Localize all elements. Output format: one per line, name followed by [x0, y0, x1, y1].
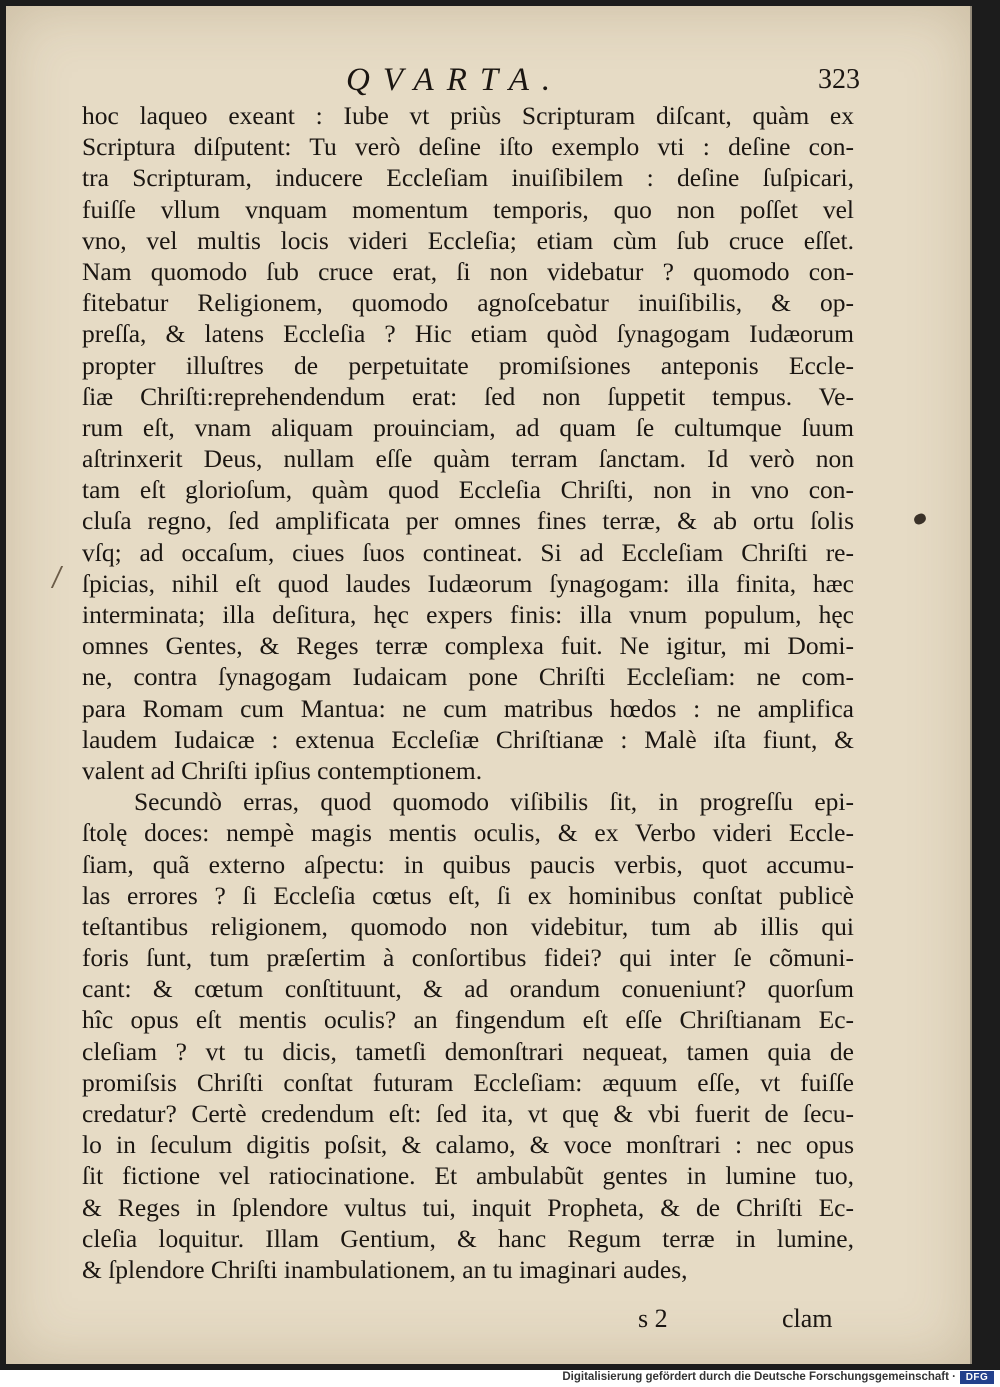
text-line: ſpicias, nihil eſt quod laudes Iudæorum ſynagogam: illa finita, hæc	[82, 568, 854, 598]
text-line: & ſplendore Chriſti inambulationem, an tu imaginari audes,	[82, 1254, 688, 1284]
credit-text: Digitalisierung gefördert durch die Deutsche Forschungsgemeinschaft ·	[562, 1371, 956, 1383]
text-line: tam eſt glorioſum, quàm quod Eccleſia Chriſti, non in vno con-	[82, 475, 854, 505]
text-line: promiſsis Chriſti conſtat futuram Eccleſiam: æquum eſſe, vt fuiſſe	[82, 1067, 854, 1097]
text-line: laudem Iudaicæ : extenua Eccleſiæ Chriſtianæ : Malè iſta fiunt, &	[82, 724, 854, 754]
text-line: omnes Gentes, & Reges terræ complexa fuit. Ne igitur, mi Domi-	[82, 631, 854, 661]
text-line: ne, contra ſynagogam Iudaicam pone Chriſti Eccleſiam: ne com-	[82, 662, 854, 692]
text-line: las errores ? ſi Eccleſia cœtus eſt, ſi ex hominibus conſtat publicè	[82, 880, 854, 910]
text-line: propter illuſtres de perpetuitate promiſsiones anteponis Eccle-	[82, 350, 854, 380]
text-line: ſtolę doces: nempè magis mentis oculis, & ex Verbo videri Eccle-	[82, 818, 854, 848]
text-line: Nam quomodo ſub cruce erat, ſi non videbatur ? quomodo con-	[82, 256, 854, 286]
text-line: fuiſſe vllum vnquam momentum temporis, quo non poſſet vel	[82, 194, 854, 224]
text-line: & Reges in ſplendore vultus tui, inquit Propheta, & de Chriſti Ec-	[82, 1192, 854, 1222]
text-line: foris ſunt, tum præſertim à conſortibus fidei? qui inter ſe cõmuni-	[82, 943, 854, 973]
text-line: cleſiam ? vt tu dicis, tametſi demonſtrari nequeat, tamen quia de	[82, 1036, 854, 1066]
text-line: teſtantibus religionem, quomodo non videbitur, tum ab illis qui	[82, 911, 854, 941]
text-line: valent ad Chriſti ipſius contemptionem.	[82, 755, 483, 785]
book-page	[6, 6, 970, 1364]
page-number: 323	[818, 64, 860, 95]
text-line: rum eſt, vnam aliquam prouinciam, ad quam ſe cultumque ſuum	[82, 412, 854, 442]
text-line: cant: & cœtum conſtituunt, & ad orandum conueniunt? quorſum	[82, 974, 854, 1004]
text-line: credatur? Certè credendum eſt: ſed ita, vt quę & vbi fuerit de ſecu-	[82, 1099, 854, 1128]
body-text	[82, 100, 854, 1285]
text-line: ſiæ Chriſti:reprehendendum erat: ſed non ſuppetit tempus. Ve-	[82, 381, 854, 411]
text-line: ſiam, quã externo aſpectu: in quibus paucis verbis, quot accumu-	[82, 849, 854, 879]
text-line: vno, vel multis locis videri Eccleſia; etiam cùm ſub cruce eſſet.	[82, 225, 854, 255]
margin-mark	[51, 566, 79, 588]
text-line: ſit fictione vel ratiocinatione. Et ambulabũt gentes in lumine tuo,	[82, 1161, 854, 1191]
credit-bar	[0, 1370, 1000, 1387]
text-line: Scriptura diſputent: Tu verò deſine iſto exemplo vti : deſine con-	[82, 132, 854, 162]
text-line: interminata; illa deſitura, hęc expers finis: illa vnum populum, hęc	[82, 600, 854, 629]
text-line: aſtrinxerit Deus, nullam eſſe quàm terram ſanctam. Id verò non	[82, 444, 854, 474]
dfg-logo: DFG	[960, 1371, 994, 1384]
text-line: preſſa, & latens Eccleſia ? Hic etiam quòd ſynagogam Iudæorum	[82, 319, 854, 349]
text-line: Secundò erras, quod quomodo viſibilis ſit, in progreſſu epi-	[134, 787, 854, 817]
page-header	[6, 58, 970, 98]
text-line: lo in ſeculum digitis poſsit, & calamo, & voce monſtrari : nec opus	[82, 1130, 854, 1160]
text-line: cleſia loquitur. Illam Gentium, & hanc Regum terræ in lumine,	[82, 1223, 854, 1253]
text-line: fitebatur Religionem, quomodo agnoſcebatur inuiſibilis, & op-	[82, 288, 854, 318]
catchword: clam	[782, 1304, 833, 1333]
page-footer	[6, 1304, 970, 1340]
text-line: vſq; ad occaſum, ciues ſuos contineat. Si ad Eccleſiam Chriſti re-	[82, 537, 854, 567]
ink-blot	[913, 512, 928, 526]
text-line: hîc opus eſt mentis oculis? an fingendum eſt eſſe Chriſtianam Ec-	[82, 1005, 854, 1035]
text-line: tra Scripturam, inducere Eccleſiam inuiſibilem : deſine ſuſpicari,	[82, 163, 854, 193]
text-line: cluſa regno, ſed amplificata per omnes fines terræ, & ab ortu ſolis	[82, 506, 854, 536]
signature-mark: s 2	[638, 1304, 668, 1333]
text-line: hoc laqueo exeant : Iube vt priùs Scripturam diſcant, quàm ex	[82, 101, 854, 130]
running-head: QVARTA.	[346, 62, 564, 98]
text-line: para Romam cum Mantua: ne cum matribus hœdos : ne amplifica	[82, 693, 854, 723]
